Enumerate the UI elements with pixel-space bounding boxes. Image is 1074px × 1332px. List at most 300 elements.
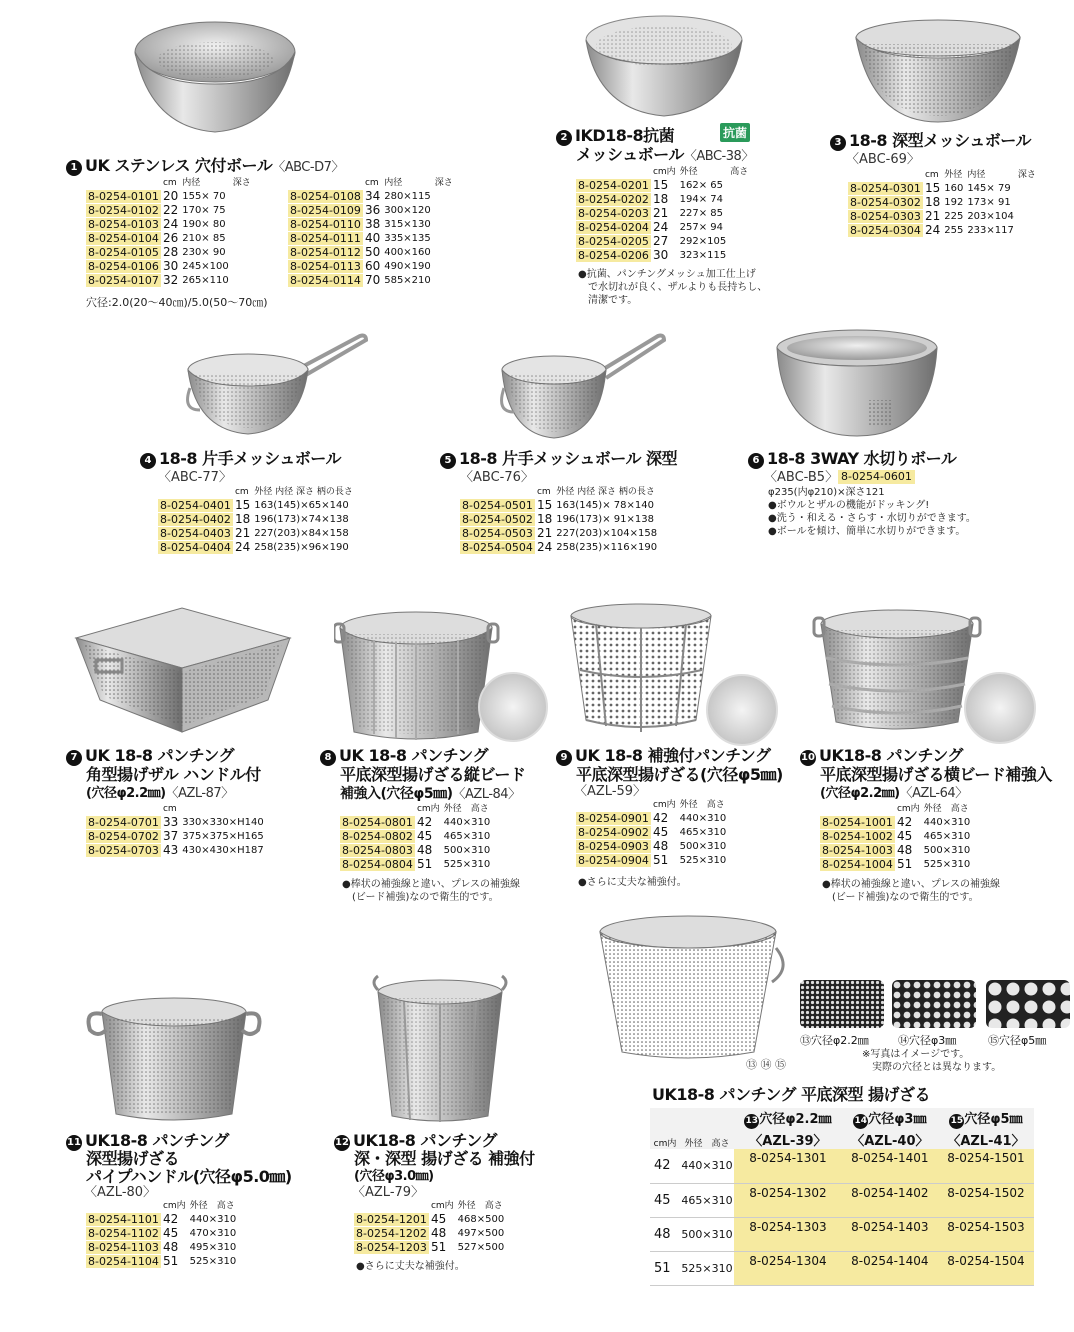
table-row <box>86 1227 238 1241</box>
size-cm: 48 <box>415 844 442 858</box>
dimension: 162× 65 <box>678 179 729 193</box>
size-cm: 45 <box>161 1227 188 1241</box>
dimension: 163(145)× 78×140 <box>554 499 659 513</box>
product-code: 8-0254-0102 <box>88 204 159 218</box>
product-code: 8-0254-0103 <box>88 218 159 232</box>
size-cm: 51 <box>651 854 678 868</box>
dimension: 525×310 <box>923 859 971 871</box>
size-cm: 42 <box>415 816 442 830</box>
product-code: 8-0254-0107 <box>88 274 159 288</box>
dimension: 430×430×H187 <box>182 845 264 857</box>
table-row <box>460 541 659 555</box>
product-11-model: 〈AZL-80〉 <box>84 1185 157 1200</box>
table-row <box>820 830 972 844</box>
size-cm: 43 <box>162 843 179 858</box>
swatch-label-14: ⑭穴径φ3㎜ <box>898 1034 957 1047</box>
dimension: 375×375×H165 <box>182 831 264 843</box>
table-row <box>86 830 266 844</box>
product-code: 8-0254-0804 <box>342 858 413 872</box>
horizontal-bead-colander-image <box>812 604 982 738</box>
dimension: 440×310 <box>679 813 727 825</box>
swatch-label-15: ⑮穴径φ5㎜ <box>988 1034 1047 1047</box>
dimension: 170× 75 <box>180 204 231 218</box>
size-cm: 48 <box>651 840 678 854</box>
product-code: 8-0254-0106 <box>88 260 159 274</box>
dimension: 227× 85 <box>678 207 729 221</box>
product-code: 8-0254-1202 <box>356 1227 427 1241</box>
dimension: 196(173)×74×138 <box>252 513 355 527</box>
table-row <box>288 260 455 274</box>
table-row <box>650 1251 1034 1285</box>
dimension: 490×190 <box>384 261 431 273</box>
table-row <box>86 1255 238 1269</box>
product-code: 8-0254-0902 <box>578 826 649 840</box>
note-line: ●洗う・和える・さらす・水切りができます。 <box>768 513 976 524</box>
table-row <box>848 224 1038 238</box>
product-code: 8-0254-0802 <box>342 830 413 844</box>
product-11-title-line3: パイプハンドル(穴径φ5.0㎜) <box>86 1167 292 1186</box>
size-cm: 18 <box>536 512 553 527</box>
product-12-title: 12 UK18-8 パンチング <box>335 1131 497 1150</box>
product-code: 8-0254-0801 <box>342 816 413 830</box>
size-cm: 48 <box>161 1241 188 1255</box>
table-row <box>650 1149 1034 1183</box>
product-code: 8-0254-0109 <box>290 204 361 218</box>
size-cm: 24 <box>234 540 251 555</box>
product-code: 8-0254-1303 <box>734 1217 842 1251</box>
dimension: 227(203)×84×158 <box>252 527 355 541</box>
dimension: 173× 91 <box>965 196 1016 210</box>
product-8-notes <box>342 878 520 904</box>
size-cm: 34 <box>364 189 381 204</box>
spec-table-7: cm 8-0254-0701 33 330×330×H140 8-0254-0702 37 375×375×H165 8-0254-0703 43 430×430×H187 <box>88 804 264 858</box>
product-code: 8-0254-0113 <box>290 260 361 274</box>
spec-table-10: cm内 外径 高さ 8-0254-1001 42 440×310 8-0254-1002 45 465×310 8-0254-1003 48 500×310 8-0254-1004 51 525×310 <box>822 804 971 872</box>
product-9-notes <box>578 876 687 889</box>
table-row <box>86 218 253 232</box>
size-cm: 15 <box>234 498 251 513</box>
dimension: 527×500 <box>457 1242 505 1254</box>
size-cm: 32 <box>162 273 179 288</box>
product-code: 8-0254-0112 <box>290 246 361 260</box>
table-row <box>340 858 492 872</box>
swatch-label-13: ⑬穴径φ2.2㎜ <box>800 1034 869 1047</box>
size-cm: 45 <box>415 830 442 844</box>
col-header-14: 14穴径φ3㎜ <box>842 1108 938 1129</box>
size-cm: 27 <box>651 235 678 249</box>
variant-circle-numbers: ⑬ ⑭ ⑮ <box>746 1058 786 1071</box>
note-line: φ235(内φ210)×深さ121 <box>768 487 885 498</box>
product-code: 8-0254-0401 <box>160 499 231 513</box>
table-row <box>820 844 972 858</box>
product-code: 8-0254-0304 <box>850 224 921 238</box>
size-cm: 24 <box>536 540 553 555</box>
note-line: (ビード補強)なので衛生的です。 <box>342 892 499 903</box>
spec-table-8: cm内 外径 高さ 8-0254-0801 42 440×310 8-0254-0802 45 465×310 8-0254-0803 48 500×310 8-0254-0804 51 525×310 <box>342 804 491 872</box>
product-code: 8-0254-0201 <box>578 179 649 193</box>
size-cm: 26 <box>162 231 179 246</box>
deep-handled-mesh-bowl-image <box>498 330 668 442</box>
table-row <box>288 218 455 232</box>
product-code: 8-0254-1103 <box>88 1241 159 1255</box>
hole-swatch-2.2 <box>800 980 884 1028</box>
product-6-title: 6 18-8 3WAY 水切りボール <box>748 450 956 469</box>
hole-closeup-10 <box>964 672 1036 744</box>
product-6-notes <box>768 486 976 538</box>
dimension: 300×120 <box>384 205 431 217</box>
dimension: 210× 85 <box>180 232 231 246</box>
mesh-bowl-image <box>582 10 747 120</box>
product-code: 8-0254-0904 <box>578 854 649 868</box>
product-10-title-line2: 平底深型揚げざる横ビード補強入 <box>820 765 1052 784</box>
product-2-title: 2 IKD18-8抗菌 <box>556 127 674 146</box>
hole-closeup-8 <box>478 672 548 742</box>
product-9-title: 9 UK 18-8 補強付パンチング <box>556 747 770 766</box>
product-code: 8-0254-0903 <box>578 840 649 854</box>
product-12-title-line2: 深・深型 揚げざる 補強付 <box>354 1149 535 1168</box>
spec-table-12: cm内 外径 高さ 8-0254-1201 45 468×500 8-0254-1202 48 497×500 8-0254-1203 51 527×500 <box>356 1201 505 1255</box>
table-row <box>460 499 659 513</box>
table-row <box>354 1213 506 1227</box>
product-code: 8-0254-1304 <box>734 1251 842 1285</box>
dimension: 323×115 <box>679 250 727 262</box>
flat-deep-colander-image <box>596 908 792 1068</box>
size-cm: 38 <box>364 217 381 232</box>
table-row <box>576 179 750 193</box>
product-4-model: 〈ABC-77〉 <box>158 470 232 485</box>
product-7-title-line3: (穴径φ2.2㎜)〈AZL-87〉 <box>86 786 234 801</box>
product-code: 8-0254-1002 <box>822 830 893 844</box>
size-cm: 48 <box>429 1227 456 1241</box>
deep-mesh-bowl-image <box>852 14 1024 126</box>
size-cm: 45 <box>650 1183 680 1217</box>
product-code: 8-0254-0110 <box>290 218 361 232</box>
size-cm: 51 <box>650 1251 680 1285</box>
product-6-code: 8-0254-0601 <box>838 470 915 484</box>
product-code: 8-0254-0703 <box>88 844 159 858</box>
product-code: 8-0254-0402 <box>160 513 231 527</box>
dimension: 500×310 <box>680 1217 734 1251</box>
product-code: 8-0254-0205 <box>578 235 649 249</box>
table-row <box>86 204 253 218</box>
product-code: 8-0254-1301 <box>734 1149 842 1183</box>
dimension: 525×310 <box>443 859 491 871</box>
pipe-handle-colander-image <box>84 990 264 1128</box>
product-code: 8-0254-0302 <box>850 196 921 210</box>
product-code: 8-0254-1403 <box>842 1217 938 1251</box>
product-code: 8-0254-1504 <box>938 1251 1034 1285</box>
dimension: 465×310 <box>923 831 971 843</box>
dimension: 230× 90 <box>180 246 231 260</box>
product-12-notes <box>356 1260 465 1273</box>
size-cm: 18 <box>924 195 941 210</box>
product-7-title-line2: 角型揚げザル ハンドル付 <box>86 765 261 784</box>
table-row <box>650 1217 1034 1251</box>
table-row <box>576 840 728 854</box>
product-1-title: 1 UK ステンレス 穴付ボール〈ABC-D7〉 <box>66 157 344 177</box>
note-line: ●ボウルとザルの機能がドッキング! <box>768 500 930 511</box>
size-cm: 33 <box>162 815 179 830</box>
size-cm: 20 <box>162 189 179 204</box>
table-row <box>288 274 455 288</box>
note-line: 清潔です。 <box>578 295 638 306</box>
table-row <box>576 826 728 840</box>
dimension: 257× 94 <box>678 221 729 235</box>
product-code: 8-0254-0203 <box>578 207 649 221</box>
product-code: 8-0254-0108 <box>290 190 361 204</box>
dimension: 497×500 <box>457 1228 505 1240</box>
product-code: 8-0254-0501 <box>462 499 533 513</box>
size-cm: 24 <box>651 221 678 235</box>
table-row <box>288 204 455 218</box>
note-line: (ビード補強)なので衛生的です。 <box>822 892 979 903</box>
size-cm: 24 <box>162 217 179 232</box>
dimension: 233×117 <box>967 225 1014 237</box>
table-row <box>86 844 266 858</box>
product-code: 8-0254-0105 <box>88 246 159 260</box>
table-row <box>576 812 728 826</box>
table-row <box>158 527 355 541</box>
size-cm: 42 <box>650 1149 680 1183</box>
product-code: 8-0254-1404 <box>842 1251 938 1285</box>
product-10-notes <box>822 878 1000 904</box>
product-code: 8-0254-1102 <box>88 1227 159 1241</box>
table-row <box>848 196 1038 210</box>
spec-table-4: cm 外径 内径 深さ 柄の長さ 8-0254-0401 15 163(145)×65×140 8-0254-0402 18 196(173)×74×138 8-0254-0403 21 227(203)×84×158 8-0254-0404 24 258(235)×96×190 <box>160 487 353 555</box>
product-code: 8-0254-1001 <box>822 816 893 830</box>
dimension: 335×135 <box>384 233 431 245</box>
dimension: 585×210 <box>384 275 431 287</box>
table-row <box>288 190 455 204</box>
table-row <box>86 190 253 204</box>
dimension: 525×310 <box>679 855 727 867</box>
note-line: ●棒状の補強線と違い、プレスの補強線 <box>342 879 521 890</box>
spec-table-13-15: cm内 外径 高さ 13穴径φ2.2㎜ 14穴径φ3㎜ 15穴径φ5㎜ 〈AZL-39〉 〈AZL-40〉 〈AZL-41〉 42 440×310 8-0254-1301 8-0254-1401 8-0254-1501 45 465×310 8-0254-1302 8-0254-1402 8-0254-1502 48 500×310 8-0254-1303 8-0254-1403 8-0254-1503 51 525×310 8-0254-1304 8-0254-1404 8-0254-1504 <box>650 1108 1034 1286</box>
table-row <box>86 232 253 246</box>
product-code: 8-0254-0403 <box>160 527 231 541</box>
product-code: 8-0254-0206 <box>578 249 649 263</box>
dimension: 245×100 <box>182 261 229 273</box>
table-row <box>576 207 750 221</box>
dimension: 163(145)×65×140 <box>252 499 355 513</box>
product-code: 8-0254-1201 <box>356 1213 427 1227</box>
spec-table-3: cm 外径 内径 深さ 8-0254-0301 15 160 145× 79 8-0254-0302 18 192 173× 91 8-0254-0303 21 225 203×104 8-0254-0304 24 255 233×117 <box>850 170 1036 238</box>
size-cm: 15 <box>536 498 553 513</box>
table-row <box>354 1241 506 1255</box>
product-8-title: 8 UK 18-8 パンチング <box>320 747 488 766</box>
table-row <box>86 246 253 260</box>
product-code: 8-0254-0204 <box>578 221 649 235</box>
table-row <box>576 235 750 249</box>
table-row <box>460 527 659 541</box>
table-row <box>340 844 492 858</box>
note-line: ●さらに丈夫な補強付。 <box>356 1261 465 1272</box>
dimension: 227(203)×104×158 <box>556 528 658 540</box>
product-code: 8-0254-0104 <box>88 232 159 246</box>
note-line: で水切れが良く、ザルよりも長持ちし、 <box>578 282 768 293</box>
product-code: 8-0254-1104 <box>88 1255 159 1269</box>
dimension: 440×310 <box>443 817 491 829</box>
dimension: 525×310 <box>189 1256 237 1268</box>
product-code: 8-0254-0111 <box>290 232 361 246</box>
product-code: 8-0254-1101 <box>88 1213 159 1227</box>
product-code: 8-0254-0301 <box>850 182 921 196</box>
table-row <box>86 1241 238 1255</box>
product-code: 8-0254-1302 <box>734 1183 842 1217</box>
dimension: 280×115 <box>384 191 431 203</box>
table-row <box>158 541 355 555</box>
size-cm: 51 <box>895 858 922 872</box>
product-code: 8-0254-1501 <box>938 1149 1034 1183</box>
spec-table-5: cm 外径 内径 深さ 柄の長さ 8-0254-0501 15 163(145)× 78×140 8-0254-0502 18 196(173)× 91×138 8-0254-0503 21 227(203)×104×158 8-0254-0504 24 258(235)×116×190 <box>462 487 658 555</box>
product-code: 8-0254-0701 <box>88 816 159 830</box>
size-cm: 45 <box>429 1213 456 1227</box>
note-line: 実際の穴径とは異なります。 <box>862 1062 1002 1073</box>
dimension: 465×310 <box>443 831 491 843</box>
size-cm: 37 <box>162 829 179 844</box>
product-code: 8-0254-1203 <box>356 1241 427 1255</box>
size-cm: 28 <box>162 245 179 260</box>
spec-table-1a: cm 内径 深さ 8-0254-0101 20 155× 70 8-0254-0102 22 170× 75 8-0254-0103 24 190× 80 8-0254-0104 26 210× 85 8-0254-0105 28 230× 90 8-0254-0106 30 245×100 8-0254-0107 32 265×110 <box>88 178 251 288</box>
perforated-bowl-image <box>130 12 300 140</box>
dimension: 315×130 <box>384 219 431 231</box>
hole-swatch-3 <box>892 980 976 1028</box>
table-row <box>460 513 659 527</box>
3way-drain-bowl-image <box>772 326 942 440</box>
product-8-title-line2: 平底深型揚げざる縦ビード <box>340 765 526 784</box>
dimension: 192 <box>944 197 964 209</box>
table-row <box>288 232 455 246</box>
dimension: 258(235)×116×190 <box>556 542 658 554</box>
spec-table-1b: cm 内径 深さ 8-0254-0108 34 280×115 8-0254-0109 36 300×120 8-0254-0110 38 315×130 8-0254-0111 40 335×135 8-0254-0112 50 400×160 8-0254-0113 60 490×190 8-0254-0114 70 585×210 <box>290 178 453 288</box>
dimension: 500×310 <box>679 841 727 853</box>
product-code: 8-0254-0303 <box>850 210 921 224</box>
size-cm: 45 <box>651 826 678 840</box>
size-cm: 48 <box>895 844 922 858</box>
note-line: ●棒状の補強線と違い、プレスの補強線 <box>822 879 1001 890</box>
table-row <box>576 854 728 868</box>
note-line: ●さらに丈夫な補強付。 <box>578 877 687 888</box>
size-cm: 36 <box>364 203 381 218</box>
spec-table-9: cm内 外径 高さ 8-0254-0901 42 440×310 8-0254-0902 45 465×310 8-0254-0903 48 500×310 8-0254-0904 51 525×310 <box>578 800 727 868</box>
product-code: 8-0254-0404 <box>160 541 231 555</box>
size-cm: 70 <box>364 273 381 288</box>
size-cm: 42 <box>161 1213 188 1227</box>
dimension: 160 <box>944 183 964 195</box>
product-12-model: 〈AZL-79〉 <box>352 1185 425 1200</box>
dimension: 465×310 <box>679 827 727 839</box>
size-cm: 15 <box>924 181 941 196</box>
hole-closeup-9 <box>706 674 778 746</box>
size-cm: 30 <box>162 259 179 274</box>
dimension: 155× 70 <box>180 190 231 204</box>
product-10-title-line3: (穴径φ2.2㎜)〈AZL-64〉 <box>820 786 968 801</box>
dimension: 468×500 <box>457 1214 505 1226</box>
size-cm: 21 <box>234 526 251 541</box>
product-4-title: 4 18-8 片手メッシュボール <box>140 450 341 469</box>
dimension: 440×310 <box>189 1214 237 1226</box>
product-11-title-line2: 深型揚げざる <box>86 1149 180 1168</box>
size-cm: 18 <box>651 193 678 207</box>
table-row <box>354 1227 506 1241</box>
dimension: 470×310 <box>189 1228 237 1240</box>
photo-note <box>862 1048 1001 1074</box>
table-row <box>340 816 492 830</box>
product-code: 8-0254-1401 <box>842 1149 938 1183</box>
product-code: 8-0254-0114 <box>290 274 361 288</box>
size-cm: 21 <box>651 207 678 221</box>
size-cm: 24 <box>924 223 941 238</box>
product-13-15-title: UK18-8 パンチング 平底深型 揚げざる <box>652 1085 931 1104</box>
dimension: 258(235)×96×190 <box>252 541 355 555</box>
dimension: 292×105 <box>679 236 727 248</box>
size-cm: 48 <box>650 1217 680 1251</box>
hole-swatch-5 <box>986 980 1070 1028</box>
dimension: 330×330×H140 <box>182 817 264 829</box>
size-cm: 45 <box>895 830 922 844</box>
dimension: 500×310 <box>443 845 491 857</box>
antibacterial-badge: 抗菌 <box>720 123 750 142</box>
size-cm: 40 <box>364 231 381 246</box>
number-badge: 1 <box>66 160 82 176</box>
size-cm: 51 <box>161 1255 188 1269</box>
product-code: 8-0254-0101 <box>88 190 159 204</box>
size-cm: 60 <box>364 259 381 274</box>
dimension: 145× 79 <box>965 182 1016 196</box>
size-cm: 42 <box>651 812 678 826</box>
note-line: ●抗菌、パンチングメッシュ加工仕上げ <box>578 269 756 280</box>
dimension: 255 <box>944 225 964 237</box>
table-row <box>650 1183 1034 1217</box>
product-5-model: 〈ABC-76〉 <box>460 470 534 485</box>
size-cm: 15 <box>651 179 678 193</box>
dimension: 500×310 <box>923 845 971 857</box>
square-punching-colander-image <box>72 604 294 736</box>
dimension: 194× 74 <box>678 193 729 207</box>
table-row <box>848 210 1038 224</box>
dimension: 495×310 <box>189 1242 237 1254</box>
dimension: 440×310 <box>680 1149 734 1183</box>
size-cm: 21 <box>924 209 941 224</box>
spec-table-2: cm内 外径 高さ 8-0254-0201 15 162× 65 8-0254-0202 18 194× 74 8-0254-0203 21 227× 85 8-0254-0204 24 257× 94 8-0254-0205 27 292×105 8-0254-0206 30 323×115 <box>578 167 749 263</box>
dimension: 196(173)× 91×138 <box>554 513 659 527</box>
table-row <box>576 249 750 263</box>
dimension: 265×110 <box>182 275 229 287</box>
product-12-title-line3: (穴径φ3.0㎜) <box>354 1169 434 1184</box>
table-row <box>86 274 253 288</box>
product-code: 8-0254-1004 <box>822 858 893 872</box>
product-code: 8-0254-0803 <box>342 844 413 858</box>
table-row <box>576 193 750 207</box>
table-row <box>158 513 355 527</box>
note-line: ※写真はイメージです。 <box>862 1049 970 1060</box>
dimension: 225 <box>944 211 964 223</box>
product-2-title-line2: メッシュボール〈ABC-38〉 <box>576 145 754 164</box>
product-code: 8-0254-0502 <box>462 513 533 527</box>
size-cm: 21 <box>536 526 553 541</box>
dimension: 440×310 <box>923 817 971 829</box>
table-row <box>86 1213 238 1227</box>
product-code: 8-0254-0901 <box>578 812 649 826</box>
table-row <box>158 499 355 513</box>
product-code: 8-0254-1503 <box>938 1217 1034 1251</box>
table-row <box>848 182 1038 196</box>
dimension: 190× 80 <box>180 218 231 232</box>
product-7-title: 7 UK 18-8 パンチング <box>66 747 234 766</box>
product-9-title-line2: 平底深型揚げざる(穴径φ5㎜) <box>576 765 783 784</box>
size-cm: 51 <box>415 858 442 872</box>
product-code: 8-0254-0702 <box>88 830 159 844</box>
